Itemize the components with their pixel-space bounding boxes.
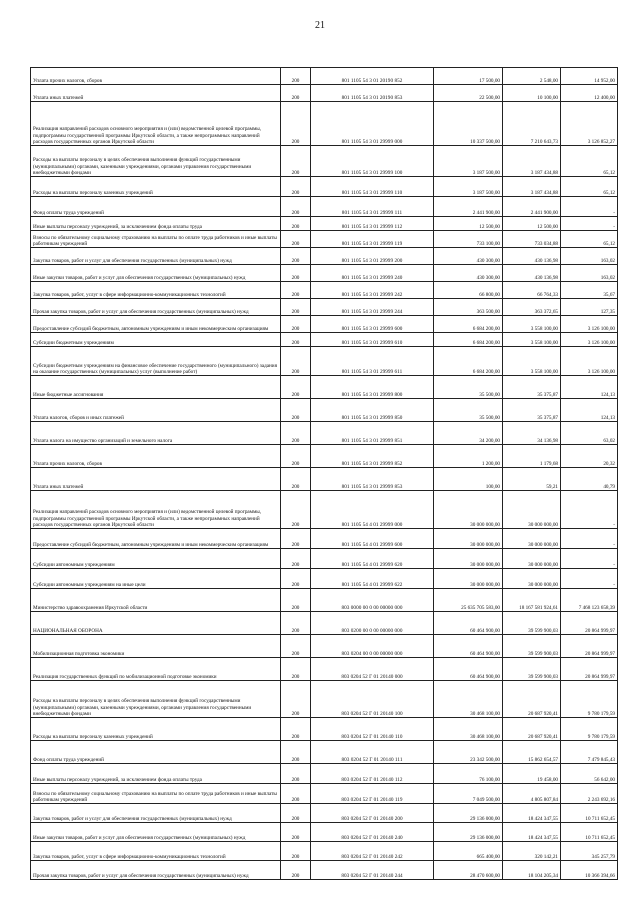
row-unexecuted-amount-cell: 124,13 [561, 399, 618, 422]
row-budget-code-cell: 803 0204 52 Г 01 20140 000 [311, 658, 434, 681]
row-approved-amount-cell: 665 400,00 [434, 842, 503, 861]
row-budget-code-cell: 801 1105 54 4 01 29999 620 [311, 549, 434, 569]
row-unexecuted-amount-cell: - [561, 569, 618, 589]
table-row [31, 197, 618, 217]
row-unexecuted-amount-cell: 9 780 179,59 [561, 681, 618, 718]
row-budget-code-cell: 801 1105 54 3 01 29999 800 [311, 376, 434, 399]
row-approved-amount-cell: 76 100,00 [434, 764, 503, 784]
row-line-code-cell: 200 [281, 741, 311, 764]
table-row [31, 612, 618, 635]
row-executed-amount-cell: 3 558 100,00 [503, 316, 561, 333]
row-budget-code-cell: 801 1105 54 3 01 29999 610 [311, 333, 434, 347]
row-budget-code-cell: 803 0204 00 0 00 00000 000 [311, 635, 434, 658]
row-name-cell: Субсидии бюджетным учреждениям на финансовое обеспечение государственного (муниципального) задания на оказание государственных (муниципальных) услуг (выполнение работ) [31, 347, 281, 376]
table-row [31, 422, 618, 445]
row-approved-amount-cell: 25 635 705 583,00 [434, 589, 503, 612]
row-executed-amount-cell: 35 375,87 [503, 399, 561, 422]
row-approved-amount-cell: 430 300,00 [434, 265, 503, 282]
row-name-cell: Уплата иных платежей [31, 85, 281, 102]
row-line-code-cell: 200 [281, 422, 311, 445]
table-row [31, 217, 618, 231]
row-budget-code-cell: 803 0204 52 Г 01 20140 200 [311, 804, 434, 823]
row-budget-code-cell: 801 1105 54 3 01 29999 111 [311, 197, 434, 217]
row-budget-code-cell: 801 1105 54 3 01 29999 240 [311, 265, 434, 282]
row-name-cell: Фонд оплаты труда учреждений [31, 741, 281, 764]
row-unexecuted-amount-cell: 10 711 652,45 [561, 804, 618, 823]
table-row [31, 861, 618, 880]
table-row [31, 842, 618, 861]
table-row [31, 376, 618, 399]
row-name-cell: Реализация направлений расходов основного мероприятия и (или) ведомственной целевой программы, подпрограммы государственной программы Иркутской области, а также непрограммных направлений расходов государственных органов Иркутской области [31, 102, 281, 146]
row-executed-amount-cell: 30 000 000,00 [503, 569, 561, 589]
row-executed-amount-cell: 39 599 900,03 [503, 658, 561, 681]
row-unexecuted-amount-cell: 14 952,00 [561, 68, 618, 85]
row-name-cell: Закупка товаров, работ, услуг в сфере информационно-коммуникационных технологий [31, 842, 281, 861]
row-executed-amount-cell: 34 136,98 [503, 422, 561, 445]
table-row [31, 347, 618, 376]
table-row [31, 804, 618, 823]
table-row [31, 333, 618, 347]
row-approved-amount-cell: 60 464 900,00 [434, 612, 503, 635]
row-unexecuted-amount-cell: 124,13 [561, 376, 618, 399]
row-executed-amount-cell: 3 558 100,00 [503, 347, 561, 376]
row-name-cell: НАЦИОНАЛЬНАЯ ОБОРОНА [31, 612, 281, 635]
row-budget-code-cell: 801 1105 54 3 01 29999 242 [311, 282, 434, 299]
row-unexecuted-amount-cell: 163,02 [561, 265, 618, 282]
row-budget-code-cell: 803 0204 52 Г 01 20140 244 [311, 861, 434, 880]
row-approved-amount-cell: 3 187 500,00 [434, 146, 503, 177]
row-unexecuted-amount-cell: 3 126 100,00 [561, 333, 618, 347]
row-name-cell: Предоставление субсидий бюджетным, автономным учреждениям и иным некоммерческим организациям [31, 529, 281, 549]
row-approved-amount-cell: 1 200,00 [434, 445, 503, 468]
row-name-cell: Иные бюджетные ассигнования [31, 376, 281, 399]
row-line-code-cell: 200 [281, 217, 311, 231]
table-row [31, 784, 618, 804]
table-row [31, 589, 618, 612]
row-line-code-cell: 200 [281, 399, 311, 422]
row-line-code-cell: 200 [281, 316, 311, 333]
row-approved-amount-cell: 6 684 200,00 [434, 333, 503, 347]
table-row [31, 231, 618, 248]
row-unexecuted-amount-cell: 20 864 999,97 [561, 612, 618, 635]
row-name-cell: Уплата налога на имущество организаций и земельного налога [31, 422, 281, 445]
row-budget-code-cell: 801 1105 54 3 01 29999 119 [311, 231, 434, 248]
row-budget-code-cell: 801 1105 54 3 01 29999 852 [311, 445, 434, 468]
row-unexecuted-amount-cell: 163,02 [561, 248, 618, 265]
table-row [31, 529, 618, 549]
row-budget-code-cell: 801 1105 54 3 01 29999 611 [311, 347, 434, 376]
table-row [31, 316, 618, 333]
row-line-code-cell: 200 [281, 265, 311, 282]
row-name-cell: Фонд оплаты труда учреждений [31, 197, 281, 217]
table-row [31, 718, 618, 741]
row-budget-code-cell: 801 1105 54 3 01 29999 853 [311, 468, 434, 491]
row-name-cell: Уплата прочих налогов, сборов [31, 445, 281, 468]
row-name-cell: Уплата налогов, сборов и иных платежей [31, 399, 281, 422]
row-line-code-cell: 200 [281, 718, 311, 741]
row-line-code-cell: 200 [281, 612, 311, 635]
row-line-code-cell: 200 [281, 784, 311, 804]
row-approved-amount-cell: 10 337 500,00 [434, 102, 503, 146]
row-approved-amount-cell: 7 049 500,00 [434, 784, 503, 804]
table-row [31, 445, 618, 468]
row-budget-code-cell: 801 1105 54 3 01 20190 852 [311, 68, 434, 85]
row-unexecuted-amount-cell: 56 642,00 [561, 764, 618, 784]
row-unexecuted-amount-cell: 65,12 [561, 177, 618, 197]
row-line-code-cell: 200 [281, 197, 311, 217]
table-row [31, 299, 618, 316]
row-unexecuted-amount-cell: 3 126 100,00 [561, 316, 618, 333]
row-unexecuted-amount-cell: 345 257,79 [561, 842, 618, 861]
row-line-code-cell: 200 [281, 376, 311, 399]
row-executed-amount-cell: 430 136,98 [503, 248, 561, 265]
table-row [31, 68, 618, 85]
row-budget-code-cell: 801 1105 54 3 01 29999 850 [311, 399, 434, 422]
row-unexecuted-amount-cell: 9 780 179,59 [561, 718, 618, 741]
row-unexecuted-amount-cell: 10 366 394,66 [561, 861, 618, 880]
row-executed-amount-cell: 19 458,00 [503, 764, 561, 784]
row-name-cell: Уплата иных платежей [31, 468, 281, 491]
row-executed-amount-cell: 3 558 100,00 [503, 333, 561, 347]
table-row [31, 681, 618, 718]
table-row [31, 146, 618, 177]
row-line-code-cell: 200 [281, 445, 311, 468]
row-budget-code-cell: 803 0204 52 Г 01 20140 240 [311, 823, 434, 842]
row-name-cell: Субсидии автономным учреждениям [31, 549, 281, 569]
row-line-code-cell: 200 [281, 658, 311, 681]
row-executed-amount-cell: 2 548,00 [503, 68, 561, 85]
row-line-code-cell: 200 [281, 569, 311, 589]
row-line-code-cell: 200 [281, 635, 311, 658]
table-row [31, 399, 618, 422]
row-line-code-cell: 200 [281, 68, 311, 85]
row-line-code-cell: 200 [281, 764, 311, 784]
row-executed-amount-cell: 18 104 205,34 [503, 861, 561, 880]
row-executed-amount-cell: 1 179,68 [503, 445, 561, 468]
row-line-code-cell: 200 [281, 282, 311, 299]
row-name-cell: Расходы на выплаты персоналу казенных учреждений [31, 177, 281, 197]
row-approved-amount-cell: 35 500,00 [434, 376, 503, 399]
row-approved-amount-cell: 430 300,00 [434, 248, 503, 265]
table-row [31, 549, 618, 569]
row-unexecuted-amount-cell: 40,79 [561, 468, 618, 491]
row-approved-amount-cell: 733 100,00 [434, 231, 503, 248]
row-line-code-cell: 200 [281, 85, 311, 102]
row-unexecuted-amount-cell: 35,67 [561, 282, 618, 299]
table-row [31, 635, 618, 658]
row-unexecuted-amount-cell: 20,32 [561, 445, 618, 468]
row-executed-amount-cell: 3 187 434,88 [503, 146, 561, 177]
row-approved-amount-cell: 22 500,00 [434, 85, 503, 102]
row-executed-amount-cell: 35 375,87 [503, 376, 561, 399]
row-unexecuted-amount-cell: 7 479 845,43 [561, 741, 618, 764]
row-executed-amount-cell: 20 687 920,41 [503, 681, 561, 718]
row-unexecuted-amount-cell: - [561, 529, 618, 549]
row-name-cell: Реализация государственных функций по мобилизационной подготовке экономики [31, 658, 281, 681]
row-budget-code-cell: 801 1105 54 3 01 29999 112 [311, 217, 434, 231]
row-budget-code-cell: 803 0204 52 Г 01 20140 100 [311, 681, 434, 718]
row-name-cell: Субсидии автономным учреждениям на иные цели [31, 569, 281, 589]
row-executed-amount-cell: 2 441 900,00 [503, 197, 561, 217]
row-name-cell: Расходы на выплаты персоналу в целях обеспечения выполнения функций государственными (муниципальными) органами, казенными учреждениями, органами управления государственными внебюджетными фондами [31, 146, 281, 177]
row-executed-amount-cell: 363 372,65 [503, 299, 561, 316]
row-approved-amount-cell: 6 684 200,00 [434, 347, 503, 376]
row-budget-code-cell: 803 0204 52 Г 01 20140 119 [311, 784, 434, 804]
row-unexecuted-amount-cell: 20 864 999,97 [561, 658, 618, 681]
row-name-cell: Министерство здравоохранения Иркутской области [31, 589, 281, 612]
row-approved-amount-cell: 100,00 [434, 468, 503, 491]
row-unexecuted-amount-cell: 63,02 [561, 422, 618, 445]
row-approved-amount-cell: 29 136 000,00 [434, 823, 503, 842]
row-budget-code-cell: 803 0000 00 0 00 00000 000 [311, 589, 434, 612]
row-name-cell: Мобилизационная подготовка экономики [31, 635, 281, 658]
row-executed-amount-cell: 30 000 000,00 [503, 529, 561, 549]
row-budget-code-cell: 801 1105 54 3 01 29999 000 [311, 102, 434, 146]
row-line-code-cell: 200 [281, 177, 311, 197]
row-approved-amount-cell: 28 470 600,00 [434, 861, 503, 880]
table-row [31, 248, 618, 265]
row-unexecuted-amount-cell: 65,12 [561, 231, 618, 248]
row-budget-code-cell: 801 1105 54 3 01 29999 600 [311, 316, 434, 333]
row-unexecuted-amount-cell: - [561, 491, 618, 529]
row-budget-code-cell: 801 1105 54 4 01 29999 622 [311, 569, 434, 589]
row-unexecuted-amount-cell: 7 468 123 658,39 [561, 589, 618, 612]
row-line-code-cell: 200 [281, 231, 311, 248]
row-name-cell: Реализация направлений расходов основного мероприятия и (или) ведомственной целевой программы, подпрограммы государственной программы Иркутской области, а также непрограммных направлений расходов государственных органов Иркутской области [31, 491, 281, 529]
row-executed-amount-cell: 18 424 347,55 [503, 804, 561, 823]
row-budget-code-cell: 803 0204 52 Г 01 20140 242 [311, 842, 434, 861]
row-budget-code-cell: 801 1105 54 3 01 29999 851 [311, 422, 434, 445]
row-line-code-cell: 200 [281, 589, 311, 612]
row-line-code-cell: 200 [281, 529, 311, 549]
row-unexecuted-amount-cell: 3 126 100,00 [561, 347, 618, 376]
row-line-code-cell: 200 [281, 491, 311, 529]
row-name-cell: Прочая закупка товаров, работ и услуг для обеспечения государственных (муниципальных) нужд [31, 861, 281, 880]
row-executed-amount-cell: 7 210 643,73 [503, 102, 561, 146]
row-budget-code-cell: 801 1105 54 3 01 20190 853 [311, 85, 434, 102]
row-name-cell: Иные закупки товаров, работ и услуг для обеспечения государственных (муниципальных) нужд [31, 265, 281, 282]
table-row [31, 85, 618, 102]
row-executed-amount-cell: 3 187 434,88 [503, 177, 561, 197]
row-approved-amount-cell: 35 500,00 [434, 399, 503, 422]
row-budget-code-cell: 801 1105 54 4 01 29999 600 [311, 529, 434, 549]
row-name-cell: Субсидии бюджетным учреждениям [31, 333, 281, 347]
row-budget-code-cell: 803 0204 52 Г 01 20140 112 [311, 764, 434, 784]
row-executed-amount-cell: 30 000 000,00 [503, 491, 561, 529]
budget-execution-table [30, 67, 618, 880]
table-row [31, 569, 618, 589]
row-budget-code-cell: 801 1105 54 3 01 29999 100 [311, 146, 434, 177]
row-unexecuted-amount-cell: 12 400,00 [561, 85, 618, 102]
row-line-code-cell: 200 [281, 861, 311, 880]
row-line-code-cell: 200 [281, 823, 311, 842]
row-line-code-cell: 200 [281, 333, 311, 347]
row-line-code-cell: 200 [281, 248, 311, 265]
row-unexecuted-amount-cell: 3 126 852,27 [561, 102, 618, 146]
row-name-cell: Предоставление субсидий бюджетным, автономным учреждениям и иным некоммерческим организациям [31, 316, 281, 333]
row-unexecuted-amount-cell: 127,35 [561, 299, 618, 316]
row-line-code-cell: 200 [281, 146, 311, 177]
row-approved-amount-cell: 30 468 100,00 [434, 718, 503, 741]
row-budget-code-cell: 803 0204 52 Г 01 20140 111 [311, 741, 434, 764]
row-executed-amount-cell: 4 805 807,84 [503, 784, 561, 804]
table-row [31, 468, 618, 491]
row-executed-amount-cell: 12 500,00 [503, 217, 561, 231]
row-name-cell: Иные выплаты персоналу учреждений, за исключением фонда оплаты труда [31, 217, 281, 231]
table-row [31, 491, 618, 529]
row-unexecuted-amount-cell: - [561, 217, 618, 231]
row-executed-amount-cell: 39 599 900,03 [503, 612, 561, 635]
row-executed-amount-cell: 320 142,21 [503, 842, 561, 861]
row-budget-code-cell: 803 0200 00 0 00 00000 000 [311, 612, 434, 635]
row-name-cell: Закупка товаров, работ и услуг для обеспечения государственных (муниципальных) нужд [31, 248, 281, 265]
row-executed-amount-cell: 30 000 000,00 [503, 549, 561, 569]
row-name-cell: Уплата прочих налогов, сборов [31, 68, 281, 85]
row-approved-amount-cell: 12 500,00 [434, 217, 503, 231]
row-budget-code-cell: 801 1105 54 4 01 29999 000 [311, 491, 434, 529]
row-approved-amount-cell: 6 684 200,00 [434, 316, 503, 333]
row-name-cell: Взносы по обязательному социальному страхованию на выплаты по оплате труда работников и иные выплаты работникам учреждений [31, 784, 281, 804]
row-line-code-cell: 200 [281, 681, 311, 718]
row-approved-amount-cell: 60 464 900,00 [434, 658, 503, 681]
row-budget-code-cell: 801 1105 54 3 01 29999 110 [311, 177, 434, 197]
table-row [31, 764, 618, 784]
row-name-cell: Расходы на выплаты персоналу в целях обеспечения выполнения функций государственными (муниципальными) органами, казенными учреждениями, органами управления государственными внебюджетными фондами [31, 681, 281, 718]
row-executed-amount-cell: 18 167 581 924,61 [503, 589, 561, 612]
row-executed-amount-cell: 59,21 [503, 468, 561, 491]
row-approved-amount-cell: 30 000 000,00 [434, 529, 503, 549]
table-row [31, 823, 618, 842]
row-executed-amount-cell: 733 034,88 [503, 231, 561, 248]
row-approved-amount-cell: 30 000 000,00 [434, 569, 503, 589]
row-approved-amount-cell: 17 500,00 [434, 68, 503, 85]
table-row [31, 282, 618, 299]
row-line-code-cell: 200 [281, 468, 311, 491]
row-unexecuted-amount-cell: 10 711 652,45 [561, 823, 618, 842]
table-row [31, 177, 618, 197]
row-approved-amount-cell: 30 468 100,00 [434, 681, 503, 718]
row-approved-amount-cell: 30 000 000,00 [434, 549, 503, 569]
row-name-cell: Взносы по обязательному социальному страхованию на выплаты по оплате труда работников и иные выплаты работникам учреждений [31, 231, 281, 248]
table-row [31, 102, 618, 146]
row-name-cell: Прочая закупка товаров, работ и услуг для обеспечения государственных (муниципальных) нужд [31, 299, 281, 316]
row-approved-amount-cell: 29 136 000,00 [434, 804, 503, 823]
row-approved-amount-cell: 2 441 900,00 [434, 197, 503, 217]
row-unexecuted-amount-cell: - [561, 549, 618, 569]
row-executed-amount-cell: 20 687 920,41 [503, 718, 561, 741]
row-name-cell: Расходы на выплаты персоналу казенных учреждений [31, 718, 281, 741]
row-unexecuted-amount-cell: - [561, 197, 618, 217]
row-line-code-cell: 200 [281, 299, 311, 316]
page-number: 21 [315, 20, 325, 31]
row-unexecuted-amount-cell: 20 864 999,97 [561, 635, 618, 658]
row-name-cell: Закупка товаров, работ и услуг для обеспечения государственных (муниципальных) нужд [31, 804, 281, 823]
row-executed-amount-cell: 430 136,98 [503, 265, 561, 282]
row-unexecuted-amount-cell: 2 243 692,16 [561, 784, 618, 804]
row-executed-amount-cell: 18 424 347,55 [503, 823, 561, 842]
table-row [31, 658, 618, 681]
row-name-cell: Иные выплаты персоналу учреждений, за исключением фонда оплаты труда [31, 764, 281, 784]
row-approved-amount-cell: 34 200,00 [434, 422, 503, 445]
row-line-code-cell: 200 [281, 549, 311, 569]
row-executed-amount-cell: 10 100,00 [503, 85, 561, 102]
row-line-code-cell: 200 [281, 804, 311, 823]
row-approved-amount-cell: 60 464 900,00 [434, 635, 503, 658]
table-row [31, 741, 618, 764]
row-name-cell: Иные закупки товаров, работ и услуг для обеспечения государственных (муниципальных) нужд [31, 823, 281, 842]
table-row [31, 265, 618, 282]
row-executed-amount-cell: 15 862 654,57 [503, 741, 561, 764]
row-executed-amount-cell: 39 599 900,03 [503, 635, 561, 658]
row-line-code-cell: 200 [281, 102, 311, 146]
row-approved-amount-cell: 66 800,00 [434, 282, 503, 299]
row-budget-code-cell: 803 0204 52 Г 01 20140 110 [311, 718, 434, 741]
row-budget-code-cell: 801 1105 54 3 01 29999 244 [311, 299, 434, 316]
row-approved-amount-cell: 30 000 000,00 [434, 491, 503, 529]
row-line-code-cell: 200 [281, 347, 311, 376]
row-name-cell: Закупка товаров, работ, услуг в сфере информационно-коммуникационных технологий [31, 282, 281, 299]
row-executed-amount-cell: 66 764,33 [503, 282, 561, 299]
row-budget-code-cell: 801 1105 54 3 01 29999 200 [311, 248, 434, 265]
row-approved-amount-cell: 3 187 500,00 [434, 177, 503, 197]
row-line-code-cell: 200 [281, 842, 311, 861]
row-unexecuted-amount-cell: 65,12 [561, 146, 618, 177]
row-approved-amount-cell: 363 500,00 [434, 299, 503, 316]
row-approved-amount-cell: 23 342 500,00 [434, 741, 503, 764]
